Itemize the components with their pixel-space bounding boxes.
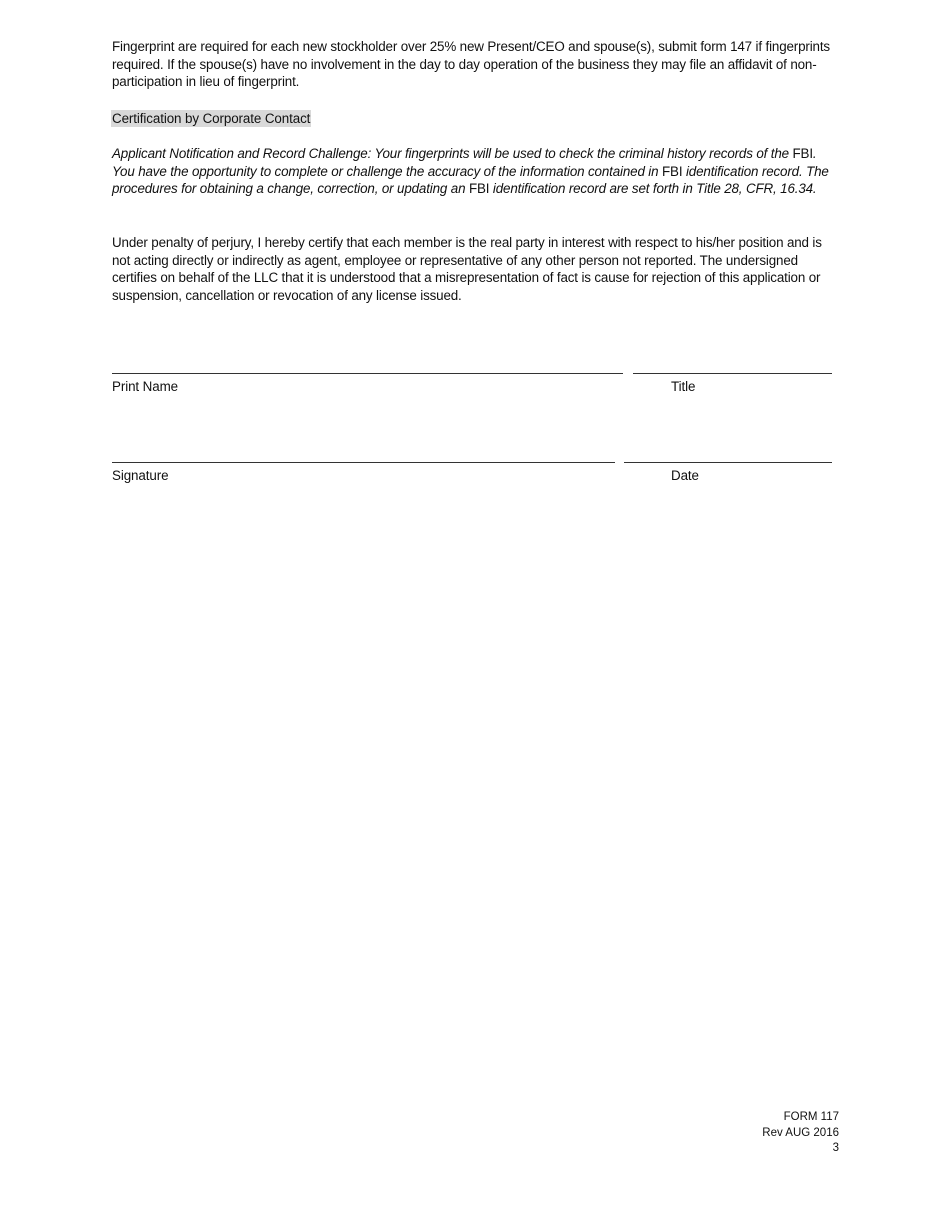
notification-text-4: identification record are set forth in Title 28, CFR, 16.34. [489, 181, 817, 197]
page-footer [762, 1110, 839, 1157]
title-line[interactable] [633, 373, 832, 374]
perjury-statement: Under penalty of perjury, I hereby certify that each member is the real party in interest with respect to his/her position and is not acting directly or indirectly as agent, employee or representative of any other person not reported. The undersigned certifies on behalf of the LLC that it is understood that a misrepresentation of fact is cause for rejection of this application or suspension, cancellation or revocation of any license issued. [112, 235, 822, 304]
date-label: Date [671, 468, 699, 483]
form-revision: Rev AUG 2016 [762, 1126, 839, 1139]
date-line[interactable] [624, 462, 832, 463]
form-number: FORM 117 [783, 1111, 839, 1123]
signature-line[interactable] [112, 462, 615, 463]
page-number: 3 [832, 1142, 839, 1154]
title-label: Title [671, 379, 696, 394]
notification-text-1: Applicant Notification and Record Challenge: Your fingerprints will be used to check the criminal history records of the [112, 146, 793, 161]
applicant-notification [112, 145, 842, 198]
fbi-text: FBI [468, 181, 490, 197]
print-name-label: Print Name [112, 379, 178, 394]
fingerprint-notice: Fingerprint are required for each new stockholder over 25% new Present/CEO and spouse(s), submit form 147 if fingerprints required. If the spouse(s) have no involvement in the day to day operation of the business they may file an affidavit of non-participation in lieu of fingerprint. [112, 39, 830, 90]
notification-text-2: . You have the opportunity to complete or challenge the accuracy of the information contained in [112, 146, 817, 179]
fbi-text: FBI [792, 146, 813, 161]
signature-label: Signature [112, 468, 169, 483]
notification-text-3: identification record. The procedures for obtaining a change, correction, or updating an [112, 163, 829, 197]
fbi-text: FBI [662, 163, 683, 179]
print-name-line[interactable] [112, 373, 623, 374]
certification-heading: Certification by Corporate Contact [112, 111, 311, 126]
